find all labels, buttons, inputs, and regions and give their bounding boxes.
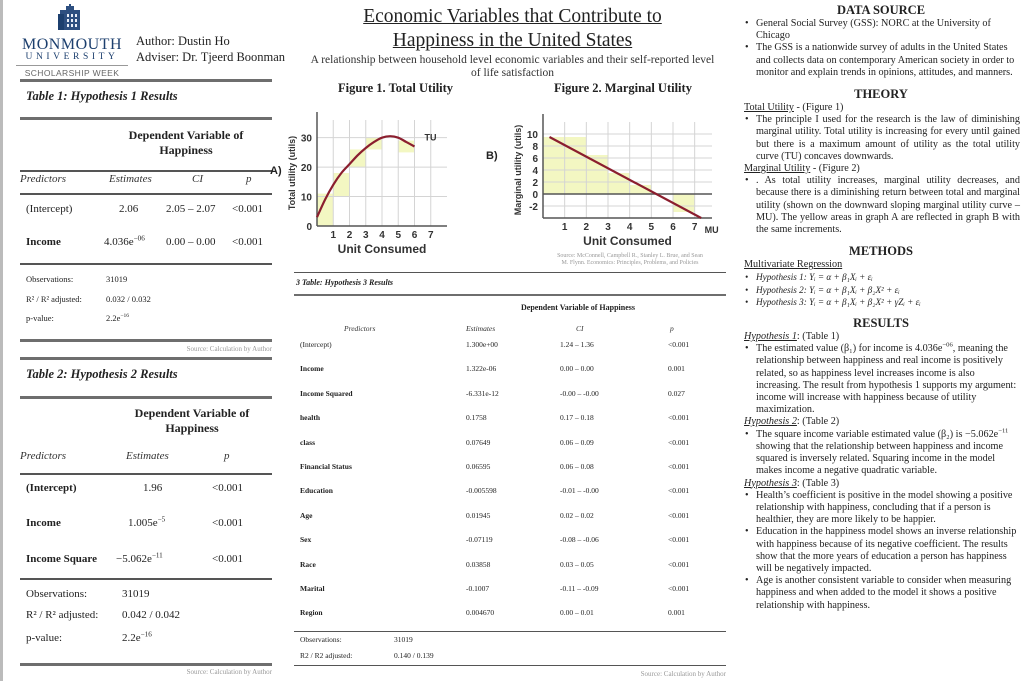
ci: 0.06 – 0.09 — [560, 437, 594, 447]
predictor: health — [300, 413, 321, 423]
estimate: 1.300e+00 — [466, 340, 498, 349]
estimate: 0.004670 — [466, 608, 495, 618]
left-column — [6, 0, 290, 681]
hypothesis-equation: • Hypothesis 1: Yᵢ = α + β₁Xᵢ + εᵢ — [744, 271, 1020, 283]
p-value: <0.001 — [668, 462, 690, 471]
adviser-name: Adviser: Dr. Tjeerd Boonman — [136, 50, 286, 64]
x-axis-title: Unit Consumed — [337, 242, 427, 256]
header-divider — [20, 79, 272, 82]
figure1-title: Figure 1. Total Utility — [338, 81, 454, 95]
ci: 0.06 – 0.08 — [560, 462, 594, 471]
p-value: <0.001 — [668, 413, 690, 423]
logo-scholarship-week: SCHOLARSHIP WEEK — [24, 68, 120, 78]
table3-col-predictors: Predictors — [344, 324, 376, 333]
section-spacer — [738, 236, 1024, 244]
right-column — [738, 0, 1024, 681]
estimate: $1.005e^{-5}$ — [128, 515, 166, 529]
p-value: <0.001 — [212, 517, 243, 529]
table1-col-estimates: Estimates — [109, 173, 152, 185]
predictor: Income Squared — [300, 388, 353, 398]
table2-col-estimates: Estimates — [126, 450, 169, 462]
results-h3-item: • Age is another consistent variable to consider when measuring happiness and when added to the model it shows a positive relationship with happiness. — [744, 575, 1020, 612]
table1-dv-heading: Dependent Variable of Happiness — [128, 128, 244, 157]
ci: 0.02 – 0.02 — [560, 510, 594, 520]
table1-stats-rule — [20, 263, 272, 265]
p-value: <0.001 — [668, 437, 690, 447]
predictor: (Intercept) — [26, 203, 73, 215]
ci: 0.00 – 0.00 — [166, 236, 216, 248]
ci: 0.17 – 0.18 — [560, 413, 594, 423]
ci: 2.05 – 2.07 — [166, 203, 216, 215]
logo-university: UNIVERSITY — [25, 52, 119, 62]
x-tick-label: 6 — [411, 230, 418, 241]
table1-bottom-rule — [20, 339, 272, 342]
stat-value: 0.140 / 0.139 — [394, 651, 434, 660]
marginal-utility-chart — [480, 96, 730, 256]
y-tick-label: 6 — [532, 154, 538, 165]
ci: -0.08 – -0.06 — [560, 535, 599, 545]
ci: -0.01 – -0.00 — [560, 486, 599, 496]
methods-subheading: Multivariate Regression — [744, 259, 843, 271]
table1-top-rule — [20, 117, 272, 120]
table3-title-rule — [294, 294, 726, 296]
y-tick-label: 10 — [300, 192, 312, 204]
p-value: <0.001 — [668, 559, 690, 569]
p-value: <0.001 — [668, 486, 690, 496]
ci: -0.00 – -0.00 — [560, 388, 599, 398]
table2-title: Table 2: Hypothesis 2 Results — [26, 367, 178, 381]
series-label: TU — [424, 132, 437, 143]
predictor: Income — [26, 236, 61, 248]
p-value: <0.001 — [232, 203, 263, 215]
highlight-area — [350, 149, 366, 167]
predictor: Marital — [300, 584, 325, 593]
p-value: <0.001 — [668, 510, 690, 520]
x-tick-label: 4 — [626, 222, 633, 233]
results-body — [744, 331, 1020, 612]
x-tick-label: 1 — [561, 222, 568, 233]
data-source-item: • General Social Survey (GSS): NORC at the University of Chicago — [744, 18, 1020, 42]
table1-title: Table 1: Hypothesis 1 Results — [26, 89, 178, 103]
author-block — [136, 33, 285, 65]
x-tick-label: 3 — [605, 222, 611, 233]
estimate: -0.005598 — [466, 486, 497, 496]
table2-body-rule — [20, 473, 272, 475]
predictor: (Intercept) — [26, 482, 77, 494]
predictor: (Intercept) — [300, 340, 332, 349]
predictor: Region — [300, 608, 323, 618]
x-tick-label: 2 — [346, 230, 353, 241]
theory-body — [744, 102, 1020, 236]
title-line-2: Happiness in the United States — [392, 30, 633, 51]
stat-value: 31019 — [394, 635, 413, 644]
estimate: $-5.062e^{-11}$ — [116, 551, 163, 565]
table2-source: Source: Calculation by Author — [186, 668, 272, 676]
stat-label: R² / R² adjusted: — [26, 609, 99, 621]
estimate: 0.1758 — [466, 413, 487, 423]
stat-label: R2 / R2 adjusted: — [300, 651, 353, 660]
stat-value: $2.2e^{-16}$ — [106, 313, 130, 323]
estimate: -0.1007 — [466, 584, 490, 593]
results-h3-label: Hypothesis 3: (Table 3) — [744, 477, 840, 489]
data-source-item: • The GSS is a nationwide survey of adults in the United States and collects data on contemporary American society in order to monitor and explain trends in opinions, attitudes, and manners. — [744, 42, 1020, 79]
p-value: 0.001 — [668, 608, 685, 618]
predictor: class — [300, 437, 315, 447]
results-h3-item: • Education in the happiness model shows an inverse relationship with happiness because of its negative coefficient. The results show that the more years of education a person has happiness will be negatively impacted. — [744, 526, 1020, 575]
estimate: 0.06595 — [466, 462, 491, 471]
theory-mu-text: • . As total utility increases, marginal utility decreases, and because there is a diminishing return between total and marginal utility (shown on the downward sloping marginal utility curve – MU). The yellow areas in graph A are reflected in graph B with the same increments. — [744, 175, 1020, 236]
figure2-title: Figure 2. Marginal Utility — [554, 81, 692, 95]
estimate: -0.07119 — [466, 535, 493, 545]
table3-bottom-rule — [294, 665, 726, 666]
center-column — [270, 0, 735, 681]
estimate: 1.96 — [143, 482, 163, 494]
predictor: Income Square — [26, 553, 97, 565]
stat-label: R² / R² adjusted: — [26, 294, 82, 304]
table2-bottom-rule — [20, 663, 272, 666]
hypothesis-equation: • Hypothesis 3: Yᵢ = α + β₁Xᵢ + β₂X² + γZᵢ + εᵢ — [744, 296, 1020, 308]
stat-label: p-value: — [26, 313, 54, 323]
right-column-flow — [738, 3, 1024, 612]
p-value: <0.001 — [212, 553, 243, 565]
methods-body — [744, 259, 1020, 308]
estimate: 1.322e-06 — [466, 364, 497, 374]
poster-left-border — [0, 0, 3, 681]
logo-name: MONMOUTH — [22, 36, 122, 53]
results-h2-text: • The square income variable estimated value (β₂) is $-5.062e^{-11}$ showing that the relationship between happiness and income squared is inversely related. Squaring income in the model makes income a negative quadratic variable. — [744, 429, 1020, 478]
highlight-area — [333, 173, 349, 197]
data-source-list — [744, 18, 1020, 79]
total-utility-chart — [282, 98, 482, 258]
results-h3-item: • Health’s coefficient is positive in the model showing a positive relationship with happiness, concluding that if a person is healthier, they are more likely to be happier. — [744, 490, 1020, 527]
author-name: Author: Dustin Ho — [136, 34, 230, 48]
y-tick-label: 8 — [532, 142, 538, 153]
stat-label: Observations: — [300, 635, 342, 644]
predictor: Income — [26, 517, 61, 529]
p-value: <0.001 — [668, 535, 690, 545]
stat-value: 0.042 / 0.042 — [122, 609, 181, 621]
estimate: 0.01945 — [466, 510, 491, 520]
p-value: 0.027 — [668, 388, 685, 398]
title-line-1: Economic Variables that Contribute to — [363, 6, 662, 27]
table3-title: 3 Table: Hypothesis 3 Results — [296, 278, 394, 287]
figure-source-line-1: Source: McConnell, Campbell R., Stanley L. Brue, and Sean — [557, 253, 703, 259]
table3-dv-heading: Dependent Variable of Happiness — [520, 303, 636, 312]
y-axis-title: Total utility (utils) — [287, 135, 297, 211]
table3-col-ci: CI — [576, 324, 584, 333]
table1-col-p: p — [246, 173, 252, 185]
predictor: Financial Status — [300, 462, 352, 471]
table2-top-rule — [20, 396, 272, 399]
table3-col-p: p — [670, 324, 674, 333]
predictor: Age — [300, 510, 313, 520]
stat-value: 31019 — [106, 274, 128, 284]
table3-source: Source: Calculation by Author — [640, 670, 726, 678]
table3-top-rule — [294, 272, 726, 273]
x-tick-label: 5 — [395, 230, 402, 241]
theory-mu-label: Marginal Utility - (Figure 2) — [744, 163, 860, 175]
x-axis-title: Unit Consumed — [583, 234, 672, 248]
table1-col-predictors: Predictors — [20, 173, 67, 185]
y-tick-label: 10 — [526, 130, 538, 141]
y-tick-label: 0 — [306, 222, 312, 233]
poster-title — [290, 5, 735, 53]
figure-source-line-2: M. Flynn. Economics: Principles, Problems, and Policies — [561, 260, 699, 266]
ci: 1.24 – 1.36 — [560, 340, 594, 349]
stat-label: p-value: — [26, 632, 63, 644]
data-source-heading: DATA SOURCE — [836, 3, 926, 17]
ci: 0.00 – 0.00 — [560, 364, 594, 374]
x-tick-label: 1 — [330, 230, 337, 241]
series-label: MU — [704, 225, 719, 235]
results-h1-text: • The estimated value (β₁) for income is $4.036e^{-06}$, meaning the relationship between happiness and real income is positively related, so as happiness level increases income is also increasing. The result from hypothesis 1 supports my argument: income will increase with happiness because of utility maximization. — [744, 343, 1020, 416]
y-tick-label: -2 — [529, 202, 538, 213]
x-tick-label: 5 — [648, 222, 655, 233]
p-value: 0.001 — [668, 364, 685, 374]
x-tick-label: 7 — [427, 230, 434, 241]
stat-value: 0.032 / 0.032 — [106, 294, 151, 304]
table3-col-estimates: Estimates — [466, 324, 496, 333]
methods-heading: METHODS — [849, 244, 913, 259]
x-tick-label: 3 — [362, 230, 369, 241]
section-spacer — [738, 308, 1024, 316]
theory-heading: THEORY — [854, 87, 908, 102]
figure1-letter: A) — [270, 165, 282, 177]
highlight-area — [608, 173, 630, 194]
predictor: Education — [300, 486, 333, 496]
estimate: 0.07649 — [466, 437, 491, 447]
y-tick-label: 20 — [300, 163, 312, 175]
highlight-area — [586, 155, 608, 194]
building-icon — [58, 4, 82, 30]
table1-source: Source: Calculation by Author — [186, 345, 272, 353]
theory-tu-label: Total Utility - (Figure 1) — [744, 102, 844, 114]
p-value: <0.001 — [668, 584, 690, 593]
section-spacer — [738, 79, 1024, 87]
ci: 0.00 – 0.01 — [560, 608, 594, 618]
stat-label: Observations: — [26, 588, 88, 600]
x-tick-label: 7 — [691, 222, 698, 233]
poster-subtitle: A relationship between household level economic variables and their self-reported level of life satisfaction — [310, 54, 715, 79]
y-tick-label: 2 — [532, 178, 538, 189]
y-tick-label: 0 — [532, 190, 538, 201]
y-tick-label: 30 — [300, 133, 312, 145]
y-axis-title: Marginal utility (utils) — [513, 124, 523, 216]
table1-col-ci: CI — [192, 173, 203, 185]
stat-label: Observations: — [26, 274, 74, 284]
ci: -0.11 – -0.09 — [560, 584, 599, 593]
results-heading: RESULTS — [853, 316, 909, 331]
predictor: Sex — [300, 535, 312, 545]
table1-body-rule — [20, 193, 272, 195]
x-tick-label: 6 — [670, 222, 676, 233]
hypothesis-equation: • Hypothesis 2: Yᵢ = α + β₁Xᵢ + β₂X² + εᵢ — [744, 284, 1020, 296]
stat-value: $2.2e^{-16}$ — [122, 630, 152, 644]
estimate: 0.03858 — [466, 559, 491, 569]
table2-dv-heading: Dependent Variable of Happiness — [134, 406, 250, 435]
results-h1-label: Hypothesis 1: (Table 1) — [744, 331, 840, 343]
logo-divider — [16, 65, 128, 66]
p-value: <0.001 — [668, 340, 690, 349]
table2-stats-rule — [20, 578, 272, 580]
y-tick-label: 4 — [532, 166, 538, 177]
estimate: -6.331e-12 — [466, 388, 499, 398]
stat-value: 31019 — [122, 588, 150, 600]
results-h2-label: Hypothesis 2: (Table 2) — [744, 416, 840, 428]
figure-source — [535, 253, 725, 267]
figure2-letter: B) — [486, 150, 498, 162]
ci: 0.03 – 0.05 — [560, 559, 594, 569]
x-tick-label: 2 — [583, 222, 590, 233]
theory-tu-text: • The principle I used for the research is the law of diminishing marginal utility. Total utility is increasing for every until gained but there is a maximum amount of utility as the total utility curve (TU) concaves downwards. — [744, 114, 1020, 163]
predictor: Race — [300, 559, 316, 569]
table-separator — [20, 357, 272, 360]
estimate: $4.036e^{-06}$ — [104, 234, 145, 248]
p-value: <0.001 — [212, 482, 243, 494]
table2-col-predictors: Predictors — [20, 450, 67, 462]
estimate: 2.06 — [119, 203, 139, 215]
table3-stats-rule — [294, 631, 726, 632]
table2-col-p: p — [224, 450, 230, 462]
x-tick-label: 4 — [379, 230, 385, 241]
predictor: Income — [300, 364, 324, 374]
table1-header-rule — [20, 170, 272, 172]
p-value: <0.001 — [232, 236, 263, 248]
